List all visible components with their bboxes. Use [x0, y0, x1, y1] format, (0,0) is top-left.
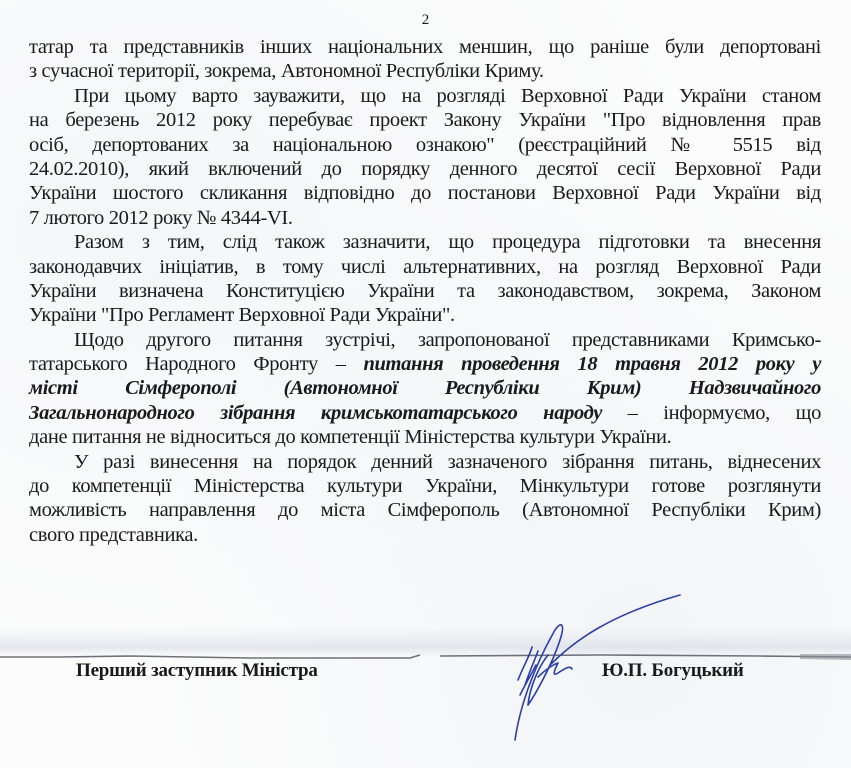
text-line: Щодо другого питання зустрічі, запропонованої представниками Кримсько-	[74, 328, 821, 351]
text-line: з сучасної території, зокрема, Автономної Республіки Криму.	[29, 60, 544, 83]
text-line	[29, 401, 821, 425]
plain-text: татарського Народного Фронту –	[29, 353, 364, 376]
text-line: до компетенції Міністерства культури України, Мінкультури готове розглянути	[29, 475, 821, 498]
signatory-name: Ю.П. Богуцький	[602, 660, 744, 681]
text-line: осіб, депортованих за національною ознакою" (реєстраційний № 5515 від	[29, 133, 821, 156]
text-line: татар та представників інших національних меншин, що раніше були депортовані	[29, 36, 821, 58]
signatory-title: Перший заступник Міністра	[76, 660, 318, 681]
page-number: 2	[421, 12, 430, 28]
text-line: При цьому варто зауважити, що на розгляді Верховної Ради України станом	[74, 84, 821, 107]
plain-text: – інформуємо, що	[601, 401, 821, 424]
text-line: У разі винесення на порядок денний зазначеного зібрання питань, віднесених	[74, 450, 821, 473]
emphasized-text-line: місті Сімферополі (Автономної Республіки Крим) Надзвичайного	[29, 377, 821, 400]
text-line: України "Про Регламент Верховної Ради України".	[29, 304, 455, 327]
text-line: законодавчих ініціатив, в тому числі альтернативних, на розгляд Верховної Ради	[29, 255, 821, 278]
text-line: України визначена Конституцією України та законодавством, зокрема, Законом	[29, 279, 821, 302]
text-line: можливість направлення до міста Сімферополь (Автономної Республіки Крим)	[29, 499, 821, 522]
text-line: 7 лютого 2012 року № 4344-VI.	[29, 206, 293, 229]
text-line: Разом з тим, слід також зазначити, що процедура підготовки та внесення	[74, 231, 821, 254]
text-line: України шостого скликання відповідно до постанови Верховної Ради України від	[29, 182, 821, 205]
text-line: 24.02.2010), який включений до порядку денного десятої сесії Верховної Ради	[29, 157, 821, 180]
text-line: на березень 2012 року перебуває проект Закону України "Про відновлення прав	[29, 109, 821, 132]
text-line	[29, 352, 821, 376]
letter-body	[29, 35, 821, 547]
emphasized-text: питання проведення 18 травня 2012 року у	[363, 353, 821, 376]
emphasized-text: Загальнонародного зібрання кримськотатарського народу	[29, 401, 602, 424]
text-line: свого представника.	[29, 523, 198, 546]
text-line: дане питання не відноситься до компетенції Міністерства культури України.	[29, 426, 672, 449]
